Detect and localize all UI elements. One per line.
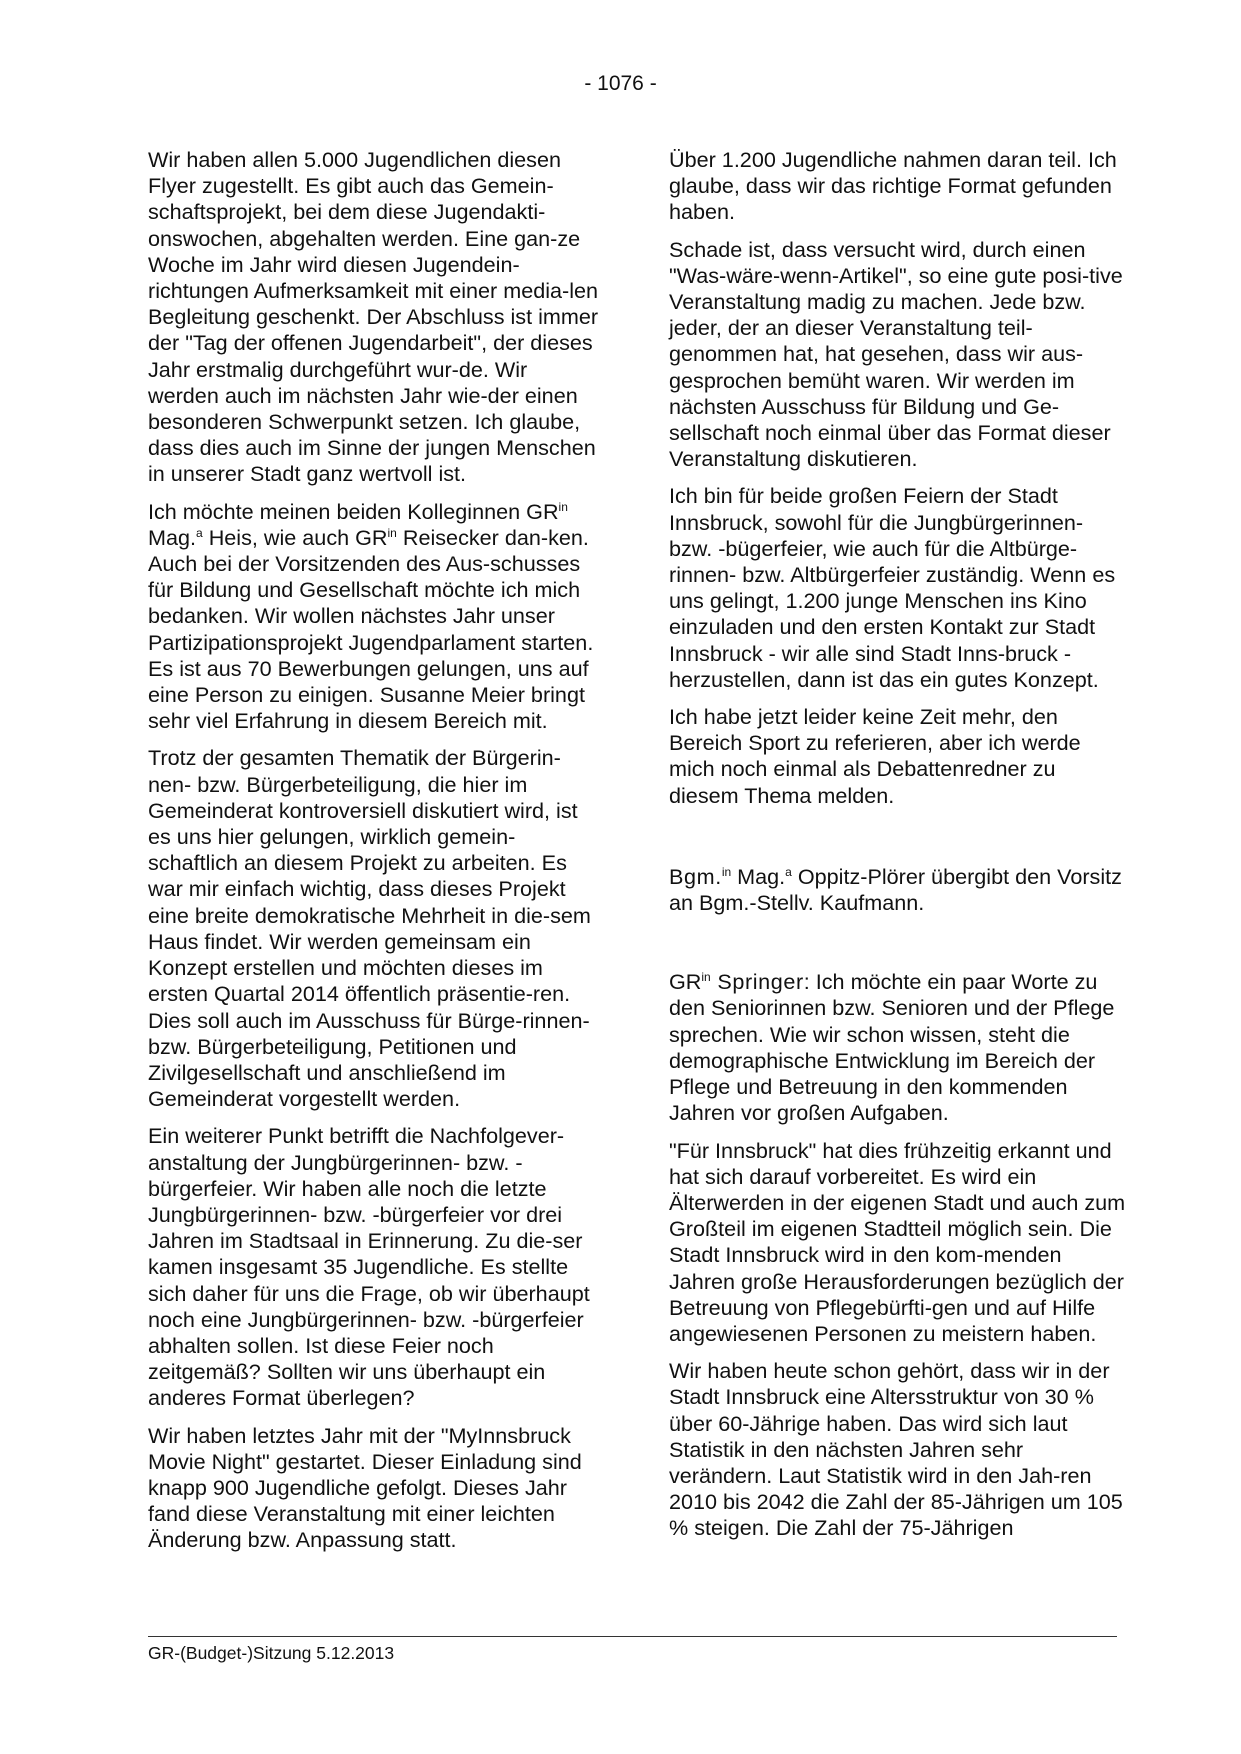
paragraph-flyer: Wir haben allen 5.000 Jugendlichen diesen Flyer zugestellt. Es gibt auch das Gemein-schaftsprojekt, bei dem diese Jugendakti-onswochen, abgehalten werden. Eine gan-ze Woche im Jahr wird diesen Jugendein-richtungen Aufmerksamkeit mit einer media-len Begleitung geschenkt. Der Abschluss ist immer der "Tag der offenen Jugendarbeit", der dieses Jahr erstmalig durchgeführt wur-de. Wir werden auch im nächsten Jahr wie-der einen besonderen Schwerpunkt setzen. Ich glaube, dass dies auch im Sinne der jungen Menschen in unserer Stadt ganz wertvoll ist. <box>148 147 599 487</box>
chair-handover-note: Bgm.$^{in}$ Mag.$^a$ Oppitz-Plörer übergibt den Vorsitz an Bgm.-Stellv. Kaufmann. <box>669 863 1122 916</box>
speaker-paragraph: $GR^{in}$ Springer: Ich möchte ein paar Worte zu den Seniorinnen bzw. Senioren und der Pflege sprechen. Wie wir schon wissen, steht die demographische Entwicklung im Bereich der Pflege und Betreuung in den kommenden Jahren vor großen Aufgaben. <box>669 969 1115 1126</box>
paragraph-statistics: Wir haben heute schon gehört, dass wir in der Stadt Innsbruck eine Altersstruktur von 30 % über 60-Jährige haben. Das wird sich laut Statistik in den nächsten Jahren sehr verändern. Laut Statistik wird in den Jah-ren 2010 bis 2042 die Zahl der 85-Jährigen um 105 % steigen. Die Zahl der 75-Jährigen <box>669 1358 1123 1541</box>
paragraph-movie-night: Wir haben letztes Jahr mit der "MyInnsbruck Movie Night" gestartet. Dieser Einladung sind knapp 900 Jugendliche gefolgt. Dieses Jahr fand diese Veranstaltung mit einer leichten Änderung bzw. Anpassung statt. <box>148 1422 582 1553</box>
speaker-name: Springer <box>710 969 804 995</box>
footer-session-label: GR-(Budget-)Sitzung 5.12.2013 <box>148 1643 395 1663</box>
paragraph-thanks: Ich möchte meinen beiden Kolleginnen $GR^{in}$ Mag.$^a$ Heis, wie auch $GR^{in}$ Reisecker dan-ken. Auch bei der Vorsitzenden des Aus-schusses für Bildung und Gesellschaft möchte ich mich bedanken. Wir wollen nächstes Jahr unser Partizipationsprojekt Jugendparlament starten. Es ist aus 70 Bewerbungen gelungen, uns auf eine Person zu einigen. Susanne Meier bringt sehr viel Erfahrung in diesem Bereich mit. <box>148 498 594 734</box>
paragraph-criticism: Schade ist, dass versucht wird, durch einen "Was-wäre-wenn-Artikel", so eine gute posi-tive Veranstaltung madig zu machen. Jede bzw. jeder, der an dieser Veranstaltung teil-genommen hat, hat gesehen, dass wir aus-gesprochen bemüht waren. Wir werden im nächsten Ausschuss für Bildung und Ge-sellschaft noch einmal über das Format dieser Veranstaltung diskutieren. <box>669 236 1123 472</box>
paragraph-responsibility: Ich bin für beide großen Feiern der Stadt Innsbruck, sowohl für die Jungbürgerinnen- bzw. -bügerfeier, wie auch für die Altbürge-rinnen- bzw. Altbürgerfeier zuständig. Wenn es uns gelingt, 1.200 junge Menschen ins Kino einzuladen und den ersten Kontakt zur Stadt Innsbruck - wir alle sind Stadt Inns-bruck - herzustellen, dann ist das ein gutes Konzept. <box>669 483 1116 692</box>
page-number: - 1076 - <box>584 72 657 95</box>
paragraph-attendance: Über 1.200 Jugendliche nahmen daran teil. Ich glaube, dass wir das richtige Format gefunden haben. <box>669 147 1117 225</box>
right-column <box>669 147 1131 1553</box>
paragraph-celebration: Ein weiterer Punkt betrifft die Nachfolgever-anstaltung der Jungbürgerinnen- bzw. -bürgerfeier. Wir haben alle noch die letzte Jungbürgerinnen- bzw. -bürgerfeier vor drei Jahren im Stadtsaal in Erinnerung. Zu die-ser kamen insgesamt 35 Jugendliche. Es stellte sich daher für uns die Frage, ob wir überhaupt noch eine Jungbürgerinnen- bzw. -bürgerfeier abhalten sollen. Ist diese Feier noch zeitgemäß? Sollten wir uns überhaupt ein anderes Format überlegen? <box>148 1123 590 1411</box>
left-column <box>148 147 600 1565</box>
footer-divider <box>148 1636 1117 1637</box>
paragraph-innsbruck: "Für Innsbruck" hat dies frühzeitig erkannt und hat sich darauf vorbereitet. Es wird ein Älterwerden in der eigenen Stadt und auch zum Großteil im eigenen Stadtteil möglich sein. Die Stadt Innsbruck wird in den kom-menden Jahren große Herausforderungen bezüglich der Betreuung von Pflegebürfti-gen und auf Hilfe angewiesenen Personen zu meistern haben. <box>669 1137 1126 1346</box>
paragraph-participation: Trotz der gesamten Thematik der Bürgerin-nen- bzw. Bürgerbeteiligung, die hier im Gemeinderat kontroversiell diskutiert wird, ist es uns hier gelungen, wirklich gemein-schaftlich an diesem Projekt zu arbeiten. Es war mir einfach wichtig, dass dieses Projekt eine breite demokratische Mehrheit in die-sem Haus findet. Wir werden gemeinsam ein Konzept erstellen und möchten dieses im ersten Quartal 2014 öffentlich präsentie-ren. Dies soll auch im Ausschuss für Bürge-rinnen- bzw. Bürgerbeteiligung, Petitionen und Zivilgesellschaft und anschließend im Gemeinderat vorgestellt werden. <box>148 745 591 1112</box>
paragraph-sport: Ich habe jetzt leider keine Zeit mehr, den Bereich Sport zu referieren, aber ich werde mich noch einmal als Debattenredner zu diesem Thema melden. <box>669 704 1081 808</box>
